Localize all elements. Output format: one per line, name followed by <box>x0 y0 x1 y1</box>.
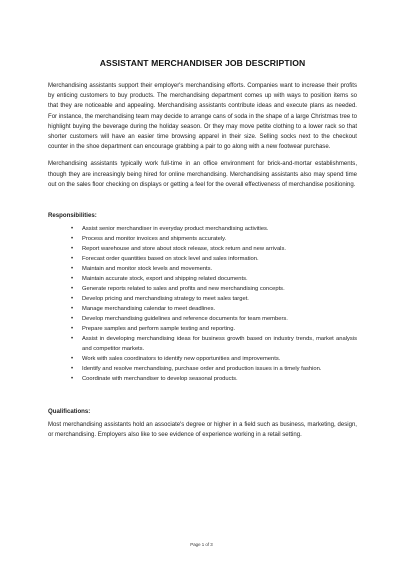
list-item-text: Develop pricing and merchandising strategy to meet sales target. <box>82 295 249 302</box>
list-item <box>71 235 357 245</box>
bullet-icon: • <box>71 275 74 282</box>
responsibilities-list <box>48 225 357 385</box>
bullet-icon: • <box>71 365 74 372</box>
intro-paragraph-2: Merchandising assistants typically work full-time in an office environment for brick-and-mortar establishments, though they are increasingly being hired for online merchandising. Merchandising assistants also may spend time out on the sales floor checking on displays or getting a feel for the overall effectiveness of merchandise positioning. <box>48 161 357 188</box>
list-item-text: Coordinate with merchandiser to develop seasonal products. <box>82 375 238 382</box>
list-item-text: Assist in developing merchandising ideas for business growth based on industry trends, market analysis and competitor markets. <box>82 335 357 352</box>
list-item <box>71 275 357 285</box>
list-item-text: Report warehouse and store about stock release, stock return and new arrivals. <box>82 246 286 252</box>
bullet-icon: • <box>71 226 74 233</box>
list-item <box>71 245 357 255</box>
qualifications-paragraph: Most merchandising assistants hold an associate's degree or higher in a field such as business, marketing, design, or merchandising. Employers also like to see evidence of experience working in a retail setting. <box>48 421 357 438</box>
intro-paragraph-1: Merchandising assistants support their employer's merchandising efforts. Companies want to increase their profits by enticing customers to buy products. The merchandising department comes up with ways to position items so that they are noticeable and appealing. Merchandising assistants contribute ideas and execute plans as needed. For instance, the merchandising team may decide to arrange cans of soda in the shape of a large Christmas tree to highlight buying the beverage during the holiday season. Or they may move petite clothing to a lower rack so that shorter customers will have an easier time browsing apparel in their size. Selling socks next to the checkout counter in the shoe department can encourage grabbing a pair to go along with a new footwear purchase. <box>48 83 357 151</box>
list-item-text: Maintain and monitor stock levels and movements. <box>82 265 213 272</box>
bullet-icon: • <box>71 255 74 262</box>
list-item <box>71 315 357 325</box>
list-item <box>71 255 357 265</box>
list-item-text: Identify and resolve merchandising, purchase order and production issues in a timely fashion. <box>82 365 322 372</box>
bullet-icon: • <box>71 355 74 362</box>
bullet-icon: • <box>71 246 74 252</box>
list-item-text: Assist senior merchandiser in everyday product merchandising activities. <box>82 226 269 233</box>
bullet-icon: • <box>71 325 74 332</box>
list-item <box>71 285 357 295</box>
list-item <box>71 225 357 235</box>
list-item <box>71 365 357 375</box>
bullet-icon: • <box>71 315 74 322</box>
bullet-icon: • <box>71 236 74 243</box>
bullet-icon: • <box>71 265 74 272</box>
bullet-icon: • <box>71 285 74 292</box>
list-item-text: Generate reports related to sales and profits and new merchandising concepts. <box>82 285 285 292</box>
responsibilities-heading: Responsibilities: <box>48 212 97 220</box>
list-item-text: Forecast order quantities based on stock level and sales information. <box>82 255 259 262</box>
page-number: Page 1 of 3 <box>190 542 213 547</box>
document-title: ASSISTANT MERCHANDISER JOB DESCRIPTION <box>99 58 306 68</box>
list-item-text: Develop merchandising guidelines and reference documents for team members. <box>82 315 288 322</box>
list-item-text: Prepare samples and perform sample testing and reporting. <box>82 325 236 332</box>
list-item <box>71 375 357 385</box>
list-item <box>71 335 357 355</box>
list-item <box>71 295 357 305</box>
list-item-text: Process and monitor invoices and shipments accurately. <box>82 236 227 243</box>
bullet-icon: • <box>71 335 74 342</box>
list-item-text: Manage merchandising calendar to meet deadlines. <box>82 305 216 312</box>
list-item <box>71 305 357 315</box>
list-item-text: Work with sales coordinators to identify new opportunities and improvements. <box>82 355 281 362</box>
qualifications-heading: Qualifications: <box>48 407 91 415</box>
bullet-icon: • <box>71 295 74 302</box>
bullet-icon: • <box>71 375 74 382</box>
list-item-text: Maintain accurate stock, export and shipping related documents. <box>82 275 248 282</box>
list-item <box>71 265 357 275</box>
bullet-icon: • <box>71 305 74 312</box>
list-item <box>71 325 357 335</box>
list-item <box>71 355 357 365</box>
